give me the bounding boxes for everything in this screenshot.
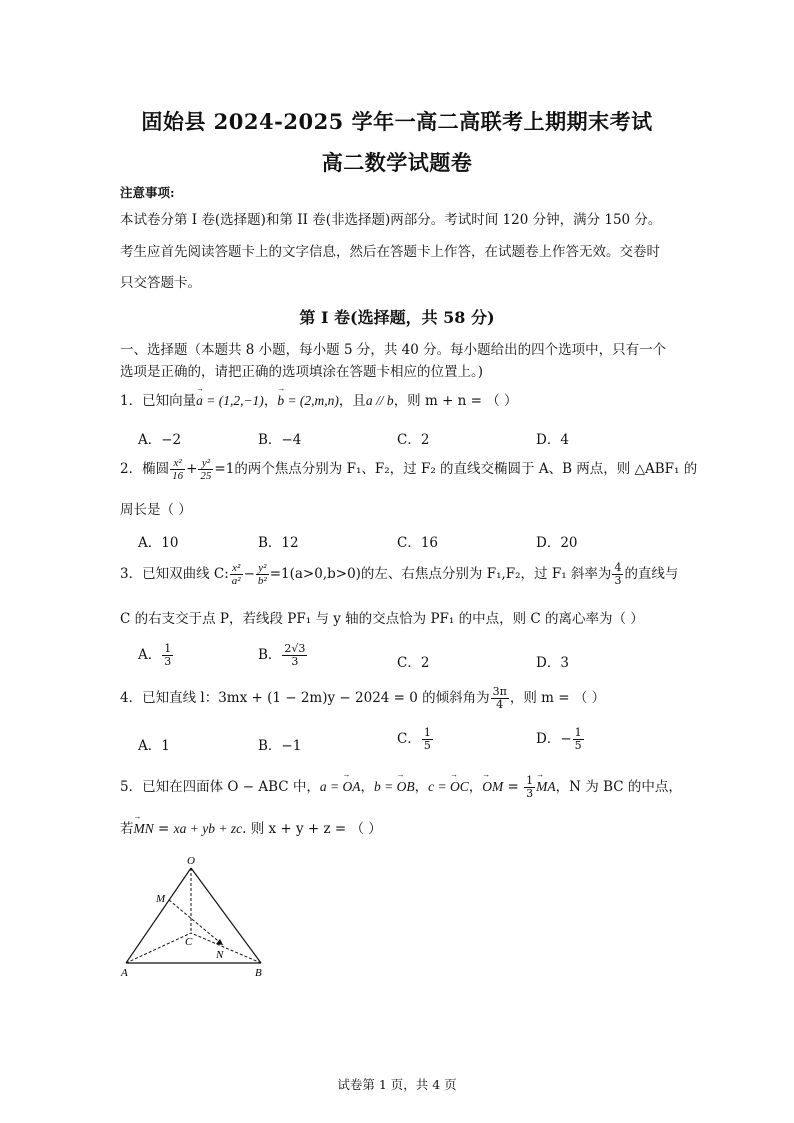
question-1-stem: 1．已知向量→ a = (1,2,−1)，→ b = (2,m,n)，且a // b，则 m + n = （ ） bbox=[120, 389, 518, 409]
label-a: A bbox=[121, 967, 128, 979]
q4-option-c: C． $\frac{1}{5}$ bbox=[397, 726, 431, 752]
q1-option-c: C．2 bbox=[397, 432, 430, 448]
q2-option-b: B．12 bbox=[258, 535, 299, 551]
notice-line-1: 本试卷分第 I 卷(选择题)和第 II 卷(非选择题)两部分。考试时间 120 分钟，满分 150 分。 bbox=[120, 212, 662, 228]
q4-option-a: A．1 bbox=[138, 738, 170, 754]
vector-a: → a = (1,2,−1) bbox=[196, 393, 264, 409]
label-o: O bbox=[187, 855, 195, 867]
ellipse-x-term: $\frac{\text{x²}}{16}$ bbox=[172, 457, 184, 482]
notice-line-2: 考生应首先阅读答题卡上的文字信息，然后在答题卡上作答，在试题卷上作答无效。交卷时 bbox=[120, 244, 660, 260]
section-intro-2: 选项是正确的，请把正确的选项填涂在答题卡相应的位置上。) bbox=[120, 364, 484, 380]
question-5-line-2: 若→ MN = xa + yb + zc. 则 x + y + z = （ ） bbox=[120, 817, 382, 837]
q3-option-d: D．3 bbox=[536, 655, 569, 671]
section-title: 第 I 卷(选择题，共 58 分) bbox=[299, 308, 495, 327]
question-2-line-2: 周长是（ ） bbox=[120, 502, 192, 518]
q2-option-a: A．10 bbox=[138, 535, 179, 551]
q1-option-d: D．4 bbox=[536, 432, 569, 448]
page-title: 固始县 2024-2025 学年一高二高联考上期期末考试 bbox=[141, 109, 653, 134]
label-b: B bbox=[255, 967, 262, 979]
vector-b: → b = (2,m,n) bbox=[277, 393, 339, 409]
question-5-stem: 5．已知在四面体 O − ABC 中，a = → OA，b = → OB，c = → OC，→ OM = $\frac{1}{3}$ → MA，N 为 BC 的中点， bbox=[120, 775, 682, 800]
notice-line-3: 只交答题卡。 bbox=[120, 275, 201, 291]
question-2-stem: 2．椭圆 $\frac{\text{x²}}{16}$ + $\frac{\text{y²}}{25}$ =1的两个焦点分别为 F₁、F₂，过 F₂ 的直线交椭圆于 A、B 两点，则 △ABF₁ 的 bbox=[120, 457, 698, 482]
question-3-stem: 3．已知双曲线 C: $\frac{\text{x²}}{\text{a²}}$ − $\frac{\text{y²}}{\text{b²}}$ =1(a>0,b>0)的左、右焦点分别为 F₁,F₂，过 F₁ 斜率为 $\frac{4}{3}$ 的直线与 bbox=[120, 561, 679, 587]
q3-option-b: B． $\frac{2√3}{3}$ bbox=[258, 642, 306, 668]
q4-option-d: D．− $\frac{1}{5}$ bbox=[536, 726, 582, 752]
label-n: N bbox=[216, 949, 224, 961]
q2-option-c: C．16 bbox=[397, 535, 439, 551]
page-footer: 试卷第 1 页，共 4 页 bbox=[337, 1077, 457, 1092]
q1-option-b: B．−4 bbox=[258, 432, 302, 448]
label-m: M bbox=[156, 893, 166, 905]
tetrahedron-figure bbox=[115, 850, 275, 980]
question-4-stem: 4．已知直线 l：3mx + (1 − 2m)y − 2024 = 0 的倾斜角为 $\frac{3\pi}{4}$ ，则 m = （ ） bbox=[120, 685, 606, 711]
q1-option-a: A．−2 bbox=[138, 432, 182, 448]
section-intro-1: 一、选择题（本题共 8 小题，每小题 5 分，共 40 分。每小题给出的四个选项中，只有一个 bbox=[120, 342, 667, 358]
q3-option-c: C．2 bbox=[397, 655, 430, 671]
ellipse-y-term: $\frac{\text{y²}}{25}$ bbox=[200, 457, 212, 482]
notice-heading: 注意事项: bbox=[120, 185, 175, 200]
page-subtitle: 高二数学试题卷 bbox=[321, 150, 473, 175]
q2-option-d: D．20 bbox=[536, 535, 578, 551]
q3-option-a: A． $\frac{1}{3}$ bbox=[138, 642, 172, 668]
q4-option-b: B．−1 bbox=[258, 738, 302, 754]
question-3-line-2: C 的右支交于点 P，若线段 PF₁ 与 y 轴的交点恰为 PF₁ 的中点，则 C 的离心率为（ ） bbox=[120, 611, 644, 627]
label-c: C bbox=[185, 936, 193, 948]
